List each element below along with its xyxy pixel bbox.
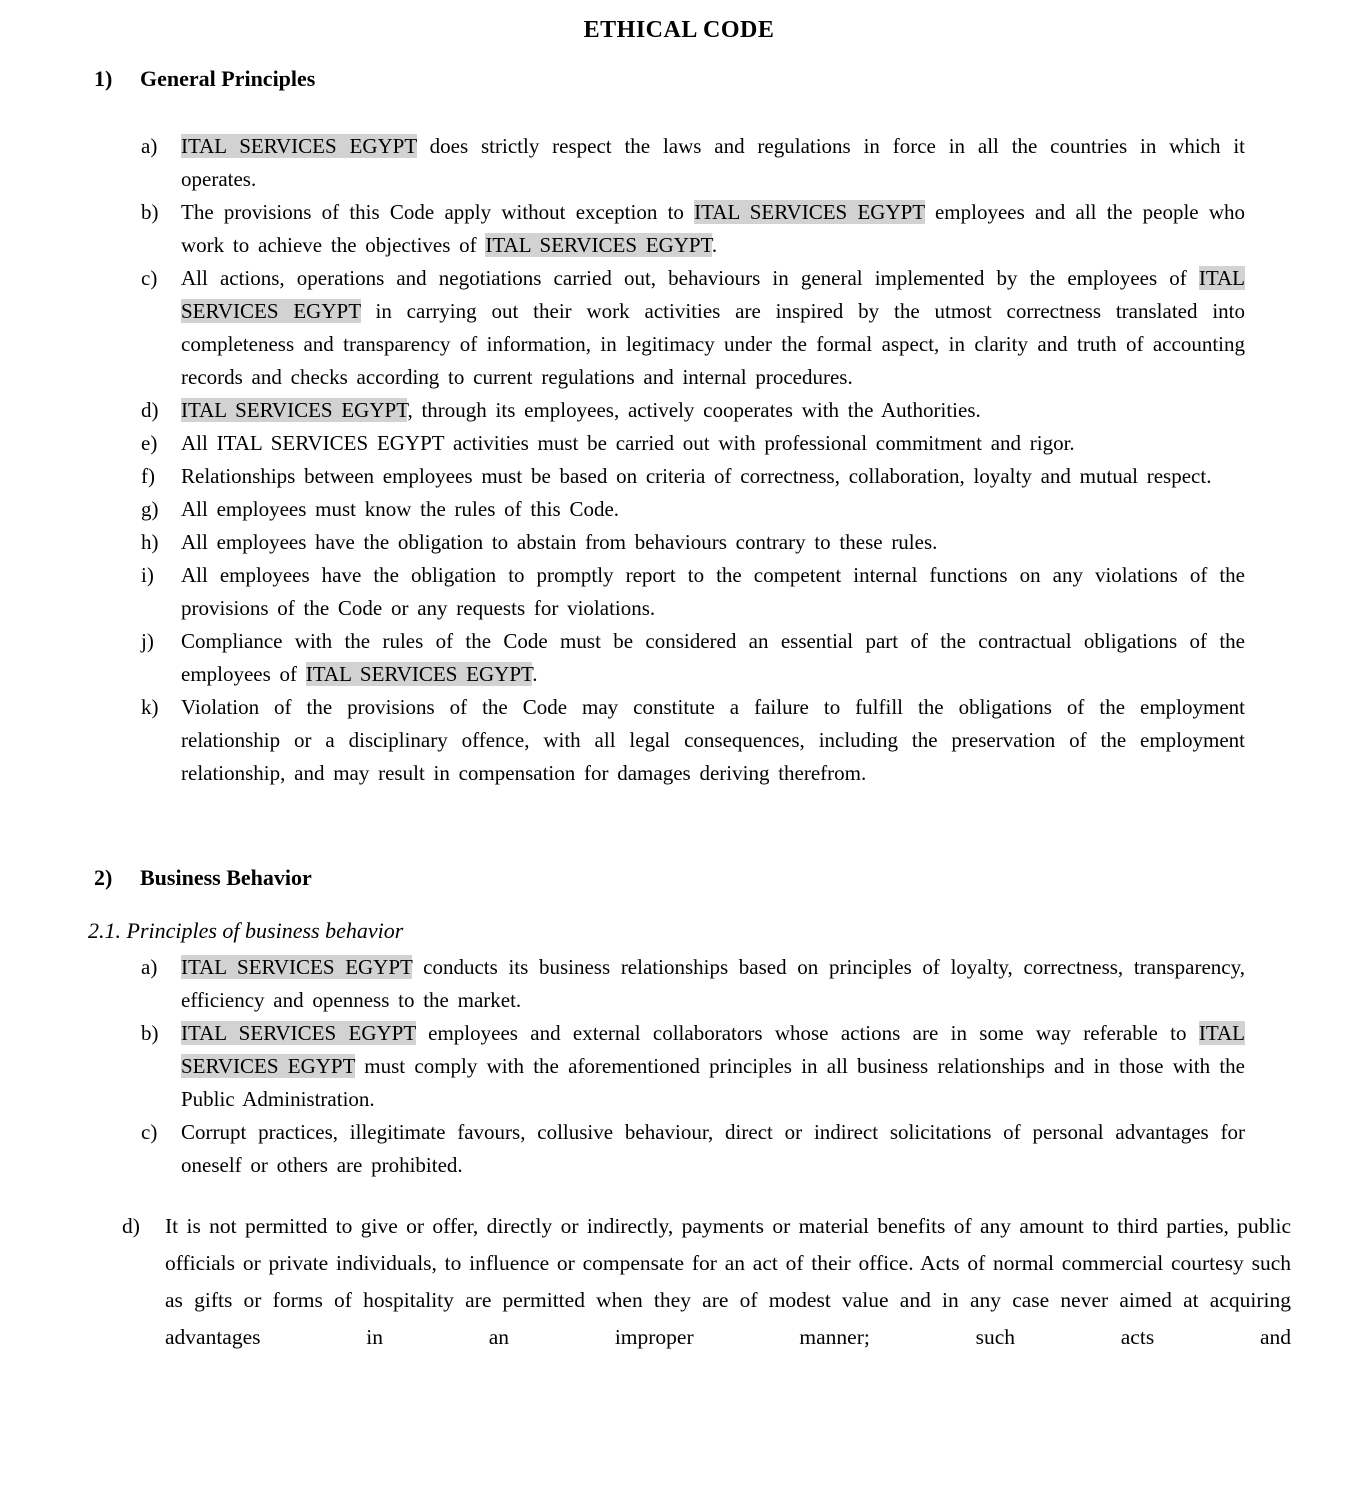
company-name-highlight: ITAL SERVICES EGYPT xyxy=(181,134,417,158)
item-marker: c) xyxy=(141,1120,158,1144)
list-item xyxy=(141,460,1358,493)
section-number: 2) xyxy=(94,865,113,890)
item-text: ITAL SERVICES EGYPT does strictly respect the laws and regulations in force in all the countries in which it operates. xyxy=(181,134,1245,191)
list-item xyxy=(141,196,1358,262)
list-item xyxy=(141,625,1358,691)
company-name-highlight: ITAL SERVICES EGYPT xyxy=(181,266,1245,323)
item-list xyxy=(0,951,1358,1182)
item-marker: f) xyxy=(141,464,155,488)
item-text: All employees have the obligation to promptly report to the competent internal functions on any violations of the provisions of the Code or any requests for violations. xyxy=(181,563,1245,620)
company-name-highlight: ITAL SERVICES EGYPT xyxy=(485,233,712,257)
list-item xyxy=(141,559,1358,625)
item-text: ITAL SERVICES EGYPT, through its employees, actively cooperates with the Authorities. xyxy=(181,398,981,422)
list-item xyxy=(141,526,1358,559)
item-marker: d) xyxy=(141,398,159,422)
item-text: All ITAL SERVICES EGYPT activities must be carried out with professional commitment and rigor. xyxy=(181,431,1075,455)
list-item xyxy=(141,130,1358,196)
item-marker: g) xyxy=(141,497,159,521)
document-title: ETHICAL CODE xyxy=(583,17,775,43)
section-number: 1) xyxy=(94,66,113,91)
item-text: Violation of the provisions of the Code may constitute a failure to fulfill the obligations of the employment relationship or a disciplinary offence, with all legal consequences, including the preservation of the employment relationship, and may result in compensation for damages deriving therefrom. xyxy=(181,695,1245,785)
list-item xyxy=(141,1116,1358,1182)
list-item xyxy=(141,691,1358,790)
item-marker: k) xyxy=(141,695,159,719)
section-heading xyxy=(94,65,1358,93)
item-text: Relationships between employees must be based on criteria of correctness, collaboration, loyalty and mutual respect. xyxy=(181,464,1212,488)
section-2 xyxy=(0,864,1358,1356)
item-marker: c) xyxy=(141,266,158,290)
company-name-highlight: ITAL SERVICES EGYPT xyxy=(305,662,533,686)
company-name-highlight: ITAL SERVICES EGYPT xyxy=(181,1021,1245,1078)
item-text: All employees must know the rules of this Code. xyxy=(181,497,620,521)
item-text: Corrupt practices, illegitimate favours, collusive behaviour, direct or indirect solicitations of personal advantages for oneself or others are prohibited. xyxy=(181,1120,1245,1177)
item-marker: j) xyxy=(141,629,154,653)
company-name-highlight: ITAL SERVICES EGYPT xyxy=(181,398,408,422)
list-item xyxy=(141,427,1358,460)
item-marker: e) xyxy=(141,431,158,455)
section-title: General Principles xyxy=(140,66,316,91)
list-item xyxy=(122,1208,1358,1356)
item-text: The provisions of this Code apply without exception to ITAL SERVICES EGYPT employees and all the people who work to achieve the objectives of ITAL SERVICES EGYPT. xyxy=(181,200,1245,257)
section-title: Business Behavior xyxy=(140,865,312,890)
item-text: It is not permitted to give or offer, directly or indirectly, payments or material benefits of any amount to third parties, public officials or private individuals, to influence or compensate for an act of their office. Acts of normal commercial courtesy such as gifts or forms of hospitality are permitted when they are of modest value and in any case never aimed at acquiring advantages in an improper manner; such acts and xyxy=(165,1214,1291,1349)
item-text: All employees have the obligation to abstain from behaviours contrary to these rules. xyxy=(181,530,938,554)
company-name-highlight: ITAL SERVICES EGYPT xyxy=(694,200,925,224)
list-item xyxy=(141,1017,1358,1116)
document-body xyxy=(0,65,1358,1356)
item-text: All actions, operations and negotiations carried out, behaviours in general implemented by the employees of ITAL SERVICES EGYPT in carrying out their work activities are inspired by the utmost correctness translated into completeness and transparency of information, in legitimacy under the formal aspect, in clarity and truth of accounting records and checks according to current regulations and internal procedures. xyxy=(181,266,1245,389)
item-marker: h) xyxy=(141,530,159,554)
item-list xyxy=(0,130,1358,790)
item-marker: b) xyxy=(141,200,159,224)
list-item xyxy=(141,394,1358,427)
subsection-heading: 2.1. Principles of business behavior xyxy=(88,918,404,943)
company-name-highlight: ITAL SERVICES EGYPT xyxy=(181,1021,416,1045)
section-heading xyxy=(94,864,1358,892)
list-item xyxy=(141,262,1358,394)
item-marker: a) xyxy=(141,955,158,979)
section-1 xyxy=(0,65,1358,790)
company-name-highlight: ITAL SERVICES EGYPT xyxy=(181,955,413,979)
list-item xyxy=(141,493,1358,526)
item-marker: b) xyxy=(141,1021,159,1045)
item-text: ITAL SERVICES EGYPT conducts its business relationships based on principles of loyalty, correctness, transparency, efficiency and openness to the market. xyxy=(181,955,1245,1012)
item-marker: a) xyxy=(141,134,158,158)
item-marker: d) xyxy=(122,1214,140,1238)
list-item xyxy=(141,951,1358,1017)
item-marker: i) xyxy=(141,563,154,587)
item-text: Compliance with the rules of the Code must be considered an essential part of the contractual obligations of the employees of ITAL SERVICES EGYPT. xyxy=(181,629,1245,686)
item-text: ITAL SERVICES EGYPT employees and external collaborators whose actions are in some way referable to ITAL SERVICES EGYPT must comply with the aforementioned principles in all business relationships and in those with the Public Administration. xyxy=(181,1021,1245,1111)
